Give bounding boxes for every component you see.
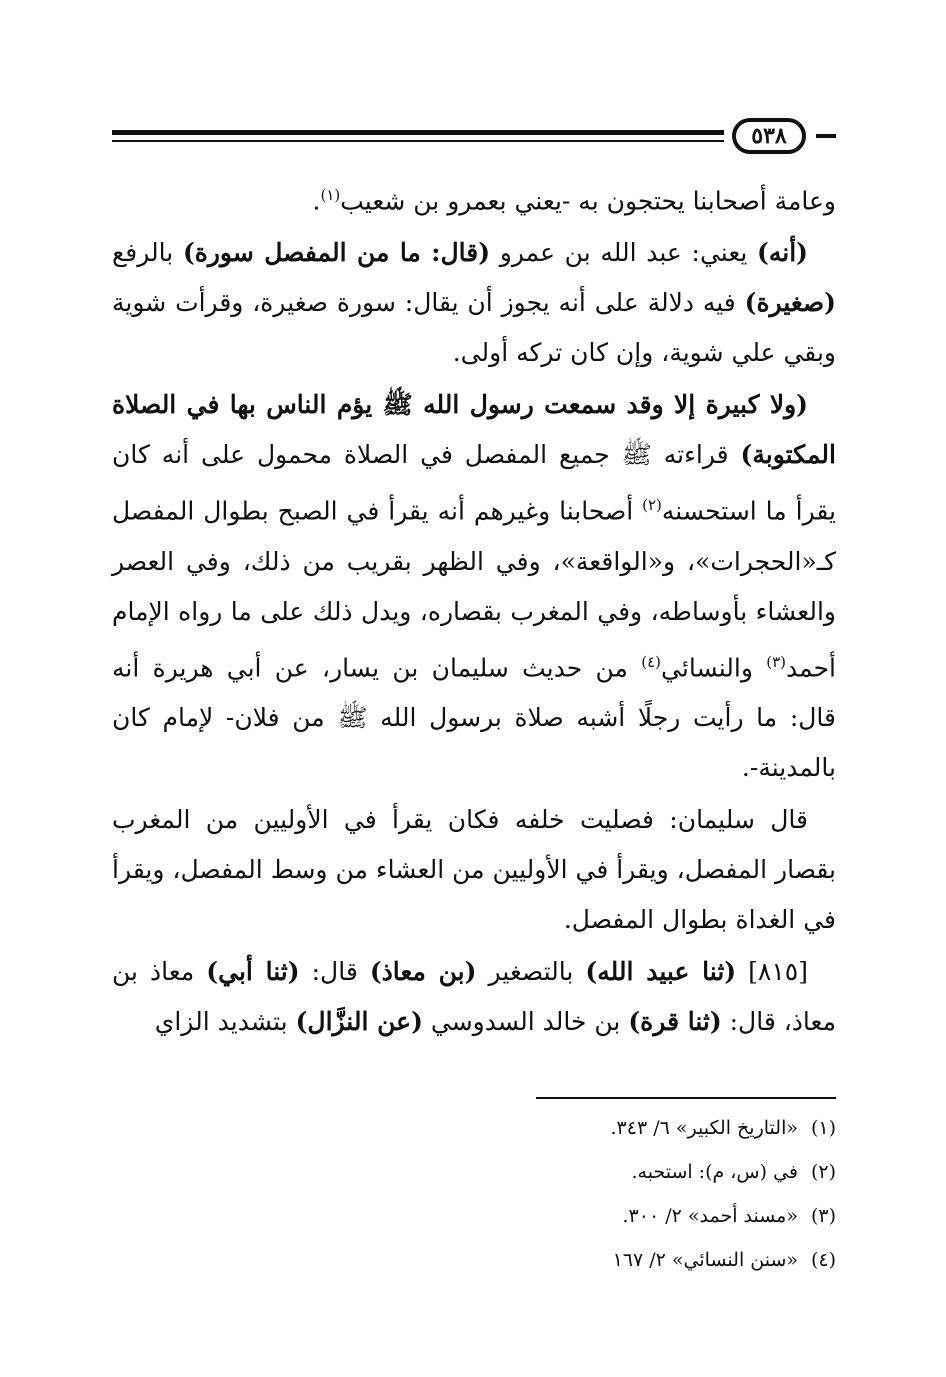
text-segment: والنسائي <box>661 652 767 682</box>
text-segment: فيه دلالة على أنه يجوز أن يقال: سورة صغيرة، وقرأت شوية وبقي علي شوية، وإن كان تركه أولى. <box>112 288 836 368</box>
page-number: ٥٣٨ <box>732 118 806 154</box>
text-segment: معاذ بن معاذ، قال: <box>112 956 836 1036</box>
footnote-number: (١) <box>810 1117 836 1139</box>
footnote-ref: (٣) <box>766 652 787 671</box>
footnote-item <box>400 1106 836 1150</box>
footnote-item <box>400 1238 836 1282</box>
header-rule-right <box>816 134 836 138</box>
footnote-text: في (س، م): استحبه. <box>631 1161 798 1183</box>
footnote-item <box>400 1150 836 1194</box>
bold-segment: (ثنا قرة) <box>628 1006 722 1036</box>
text-segment: . <box>312 186 321 216</box>
paragraph <box>112 380 836 793</box>
bold-segment: (عن النزَّال) <box>295 1006 423 1036</box>
main-text <box>112 170 836 1049</box>
footnote-number: (٢) <box>810 1161 836 1183</box>
paragraph <box>112 228 836 378</box>
text-segment: وعامة أصحابنا يحتجون به -يعني بعمرو بن شعيب <box>340 186 836 216</box>
footnotes <box>400 1106 836 1282</box>
text-segment: يعني: عبد الله بن عمرو <box>490 238 758 268</box>
text-segment: بالتصغير <box>476 956 586 986</box>
paragraph <box>112 795 836 945</box>
bold-segment: (ولا كبيرة إلا وقد سمعت رسول الله ﷺ يؤم الناس بها في الصلاة المكتوبة) <box>112 390 836 470</box>
text-segment: بن خالد السدوسي <box>422 1006 629 1036</box>
footnote-number: (٤) <box>810 1249 836 1271</box>
footnote-text: «التاريخ الكبير» ٦/ ٣٤٣. <box>610 1117 798 1139</box>
footnote-text: «مسند أحمد» ٢/ ٣٠٠. <box>622 1205 798 1227</box>
text-segment: بتشديد الزاي <box>154 1006 296 1036</box>
paragraph <box>112 170 836 226</box>
footnote-ref: (٢) <box>642 496 662 515</box>
footnote-ref: (٤) <box>641 652 662 671</box>
text-segment: أصحابنا وغيرهم أنه يقرأ في الصبح بطوال المفصل كـ«الحجرات»، و«الواقعة»، وفي الظهر بقريب من ذلك، وفي العصر والعشاء بأوساطه، وفي المغرب بقصاره، ويدل ذلك على ما رواه الإمام أحمد <box>112 496 836 682</box>
footnote-text: «سنن النسائي» ٢/ ١٦٧ <box>612 1249 798 1271</box>
header-rule-thin <box>112 140 724 142</box>
bold-segment: (قال: ما من المفصل سورة) <box>182 238 491 268</box>
text-segment: قال: <box>299 956 370 986</box>
bold-segment: (بن معاذ) <box>369 956 477 986</box>
bold-segment: (أنه) <box>757 238 809 268</box>
footnote-ref: (١) <box>320 186 341 204</box>
footnote-separator <box>536 1097 836 1099</box>
paragraph <box>112 947 836 1047</box>
header-rule-thick <box>112 130 724 135</box>
text-segment: من حديث سليمان بن يسار، عن أبي هريرة أنه قال: ما رأيت رجلًا أشبه صلاة برسول الله ﷺ من فلان- لإمام كان بالمدينة-. <box>112 652 836 782</box>
bold-segment: (ثنا عبيد الله) <box>585 956 737 986</box>
text-segment: بالرفع <box>112 238 183 268</box>
text-segment: قال سليمان: فصليت خلفه فكان يقرأ في الأوليين من المغرب بقصار المفصل، ويقرأ في الأوليين من العشاء من وسط المفصل، ويقرأ في الغداة بطوال المفصل. <box>112 804 836 934</box>
text-segment: قراءته ﷺ جميع المفصل في الصلاة محمول على أنه كان يقرأ ما استحسنه <box>112 440 836 526</box>
page-header <box>112 118 836 158</box>
bold-segment: (صغيرة) <box>744 288 836 318</box>
footnote-number: (٣) <box>810 1205 836 1227</box>
footnote-item <box>400 1194 836 1238</box>
text-segment: [٨١٥] <box>736 956 808 986</box>
bold-segment: (ثنا أبي) <box>206 956 300 986</box>
